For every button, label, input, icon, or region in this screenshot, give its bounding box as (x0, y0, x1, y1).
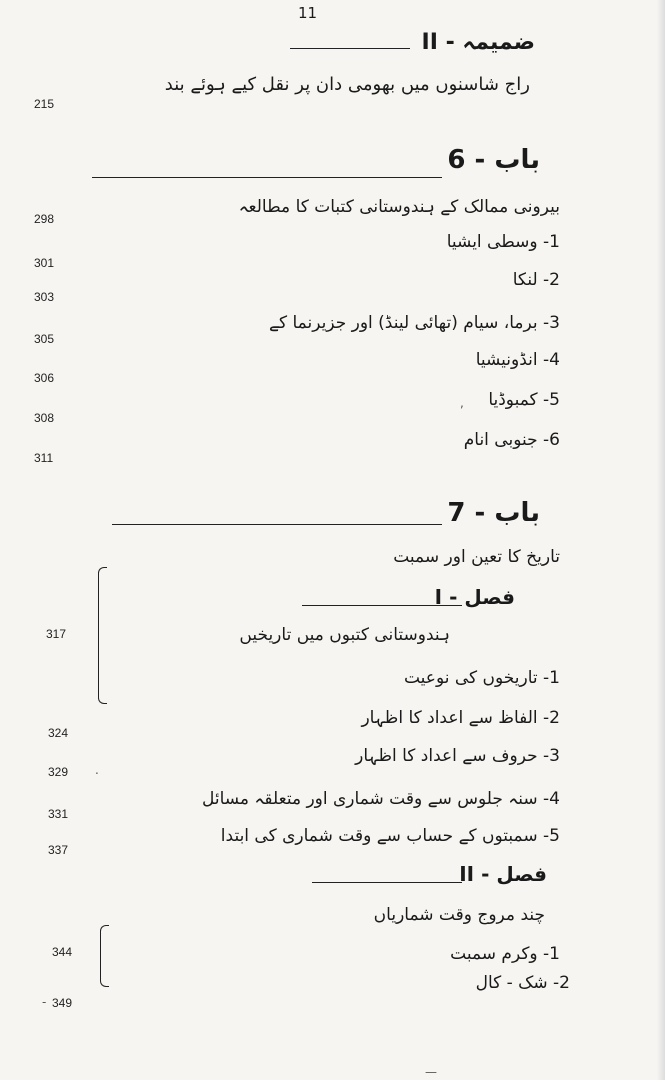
section2-heading: فصل - II (459, 862, 547, 886)
ch6-item-1-page: 301 (34, 256, 55, 270)
s1-item-5: 5- سمبتوں کے حساب سے وقت شماری کی ابتدا (220, 826, 560, 846)
section2-title: چند مروج وقت شماریاں (373, 905, 545, 925)
appendix-rule (290, 48, 410, 49)
chapter7-title: تاریخ کا تعین اور سمبت (393, 547, 560, 567)
stray-mark: . (95, 763, 99, 777)
page-number: 11 (298, 4, 318, 22)
stray-mark: - (42, 995, 47, 1009)
ch6-item-6: 6- جنوبی انام (463, 430, 560, 450)
s2-item-1: 1- وکرم سمبت (450, 944, 560, 964)
s1-item-2: 2- الفاظ سے اعداد کا اظہار (361, 708, 560, 728)
s2-item-2: 2- شک - کال (475, 973, 570, 993)
appendix-title: راج شاسنوں میں بھومی دان پر نقل کیے ہوئے بند (164, 74, 530, 95)
s1-item-3: 3- حروف سے اعداد کا اظہار (355, 746, 560, 766)
chapter7-heading: باب - 7 (447, 498, 540, 528)
stray-mark: — (425, 1065, 437, 1079)
page-edge-shadow (657, 0, 665, 1080)
s1-item-5-page: 337 (48, 843, 69, 857)
ch6-item-6-page: 311 (34, 451, 54, 465)
s2-item-2-page: 349 (52, 996, 73, 1010)
s2-item-1-page: 344 (52, 945, 73, 959)
section2-rule (312, 882, 462, 883)
section2-bracket (100, 925, 109, 987)
chapter6-title-page: 298 (34, 212, 55, 226)
stray-mark: , (460, 396, 464, 410)
ch6-item-1: 1- وسطی ایشیا (446, 232, 560, 252)
section1-bracket (98, 567, 107, 704)
chapter6-title: بیرونی ممالک کے ہندوستانی کتبات کا مطالعہ (238, 197, 560, 217)
section1-title: ہندوستانی کتبوں میں تاریخیں (239, 625, 450, 645)
appendix-page: 215 (34, 97, 55, 111)
s1-item-3-page: 329 (48, 765, 69, 779)
ch6-item-4: 4- انڈونیشیا (475, 350, 560, 370)
s1-item-2-page: 324 (48, 726, 69, 740)
ch6-item-3: 3- برما، سیام (تھائی لینڈ) اور جزیرنما کے (269, 313, 560, 333)
ch6-item-4-page: 306 (34, 371, 55, 385)
ch6-item-2: 2- لنکا (512, 270, 560, 290)
ch6-item-5: 5- کمبوڈیا (488, 390, 560, 410)
chapter7-rule (112, 524, 442, 525)
ch6-item-5-page: 308 (34, 411, 55, 425)
section1-heading: فصل - I (434, 585, 515, 609)
ch6-item-3-page: 305 (34, 332, 55, 346)
chapter6-rule (92, 177, 442, 178)
chapter6-heading: باب - 6 (447, 145, 540, 175)
s1-item-4: 4- سنہ جلوس سے وقت شماری اور متعلقہ مسائل (201, 789, 560, 809)
s1-item-1: 1- تاریخوں کی نوعیت (403, 668, 560, 688)
section1-title-page: 317 (46, 627, 67, 641)
s1-item-4-page: 331 (48, 807, 69, 821)
ch6-item-2-page: 303 (34, 290, 55, 304)
appendix-heading: ضمیمہ - II (421, 30, 535, 55)
